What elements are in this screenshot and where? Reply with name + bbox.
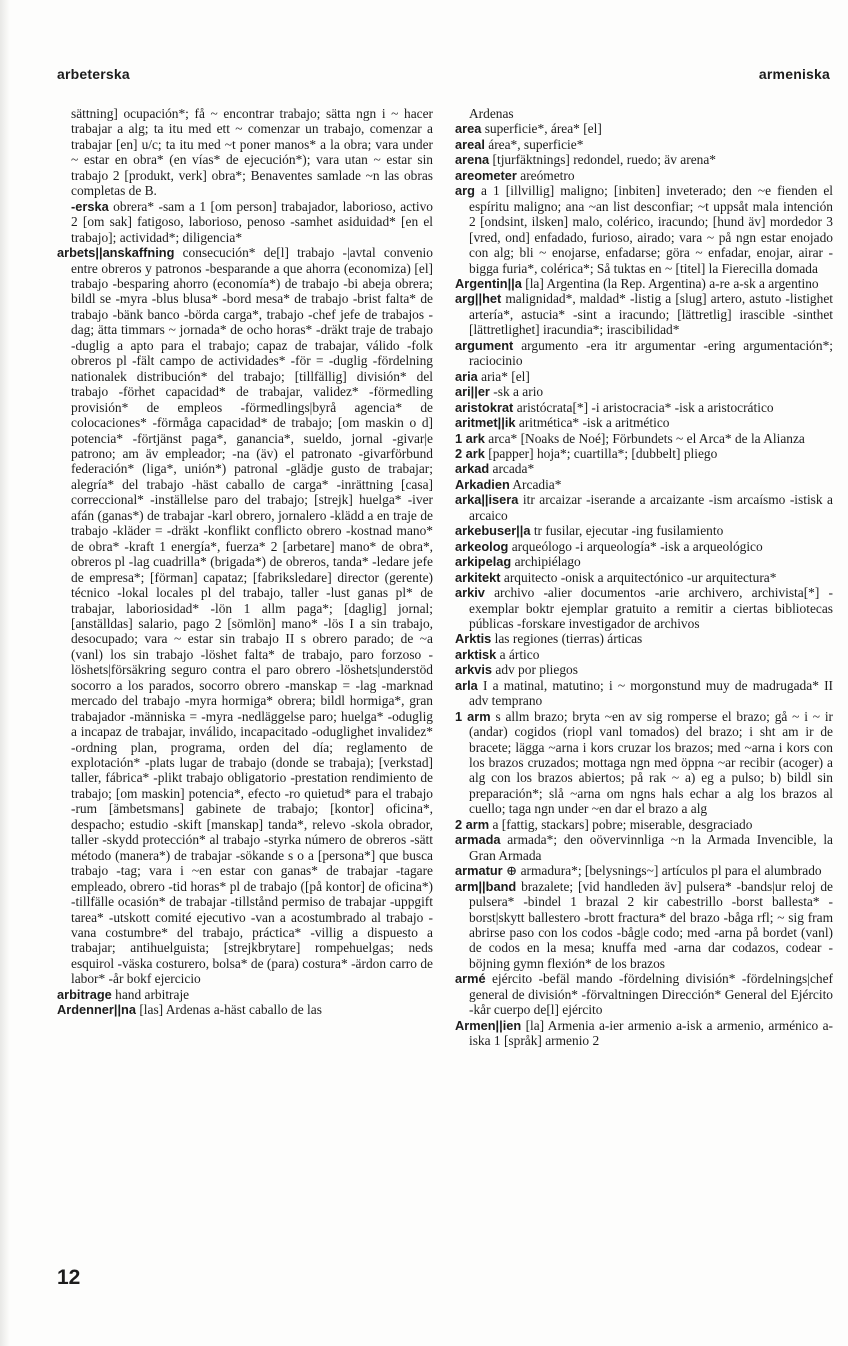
entry-definition: arca* [Noaks de Noé]; Förbundets ~ el Arca* de la Alianza: [488, 430, 805, 446]
dictionary-entry: [455, 291, 833, 337]
entry-definition: areómetro: [520, 167, 575, 183]
dictionary-entry: [455, 647, 833, 662]
entry-definition: arquitecto -onisk a arquitectónico -ur arquitectura*: [503, 569, 777, 585]
dictionary-entry: [455, 863, 833, 878]
entry-headword: Arkadien: [455, 476, 510, 492]
entry-definition: hand arbitraje: [115, 986, 190, 1002]
entry-headword: ari||er: [455, 384, 490, 400]
entry-definition: argumento -era itr argumentar -ering argumentación*; raciocinio: [469, 337, 833, 369]
dictionary-entry: [455, 585, 833, 631]
entry-definition: Arcadia*: [512, 476, 562, 492]
dictionary-entry: [455, 879, 833, 972]
entry-headword: Arktis: [455, 631, 492, 647]
left-column: [57, 106, 433, 1266]
entry-definition: consecución* de[l] trabajo -|avtal convenio entre obreros y patronos -besparande a que ahorra (economiza) [el] trabajo -besparing ahorro (economía*) de trabajo -bi abeja obrera; bildl se -myra -blus blusa* -bord mesa* de trabajo -brist falta* de trabajo -bänk banco -börda carga*, trabajo -chef jefe de trabajos -dag; ätta timmars ~ jornada* de ocho horas* -dräkt traje de trabajo -duglig a apto para el trabajo; capaz de trabajar, válido -folk obreros pl -fält campo de actividades* -för = -duglig -fördelning nationalek distribución* del trabajo; [tillfällig] división* del trabajo -förhet capacidad* de trabajar, validez* -förmedling provisión* de empleos -förmedlings|byrå agencia* de colocaciones* -förmåga capacidad* de trabajo; [om maskin o d] potencia* -förtjänst paga*, ganancia*, sueldo, jornal -givar|e patrono; am äv empleador; -na (äv) el patronato -givarförbund federación* (liga*, unión*) patronal -glädje gusto de trabajar; alegría* del trabajo -häst caballo de carga* -inrättning [casa] correccional* -inställelse paro del trabajo; [strejk] huelga* -iver afán (ganas*) de trabajar -karl obrero, jornalero -klädd a en traje de trabajo -kläder = -dräkt -konflikt conflicto obrero -kostnad mano* de obra* -kraft 1 energía*, fuerza* 2 [arbetare] mano* de obra*, obreros pl -lag cuadrilla* (brigada*) de obreros, tanda* -ledare jefe de empresa*; [förman] capataz; [fabriksledare] director (gerente) técnico -lokal locales pl del trabajo, taller -lust ganas pl* de trabajar, laboriosidad* -lön 1 allm paga*; [daglig] jornal; [anställdas] salario, pago 2 [sömlön] mano* -lös I a sin trabajo, desocupado; vara ~ estar sin trabajo II s obrero parado; de ~a (vanl) los sin trabajo -löshet falta* de trabajo, paro forzoso -löshets|försäkring seguro contra el paro obrero -löshets|understöd socorro a los parados, socorro obrero -manskap = -lag -marknad mercado del trabajo -myra hormiga* obrera; bildl hormiga*, gran trabajador -människa = -myra -nedläggelse paro; huelga* -oduglig a incapaz de trabajar, inválido, incapacitado -oduglighet invalidez* -ordning plan, programa, orden del día; reglamento de explotación* -plats lugar de trabajo (donde se trabaja); [verkstad] taller, fábrica* -plikt trabajo obligatorio -prestation rendimiento de trabajo; [om maskin] potencia*, efecto -ro quietud* para el trabajo -rum [ämbetsmans] gabinete de trabajo; [kontor] oficina*, despacho; estudio -skift [manskap] tanda*, relevo -skola obrador, taller -skydd protección* al trabajo -styrka número de obreros -sätt método (manera*) de trabajar -sökande s o a [persona*] que busca trabajo -tag; vara i ~en estar con ganas* de trabajar -tagare empleado, obrero -tid horas* pl de trabajo ([på kontor] de oficina*) -tillfälle ocasión* de trabajar -tillstånd permiso de trabajar -uppgift tarea* -utskott comité ejecutivo -van a acostumbrado al trabajo -vana costumbre* del trabajo, práctica* -villig a dispuesto a trabajar; antihuelguista; [strejkbrytare] rompehuelgas; neds esquirol -väska costurero, bolsa* de (para) costura* -ärdon carro de labor* -år bokf ejercicio: [71, 245, 433, 987]
page-edge-shadow: [0, 0, 10, 1346]
entry-definition: a 1 [illvillig] maligno; [inbiten] inveterado; den ~e fienden el espíritu maligno; ana ~an list desconfiar; ~t uppsåt mala intención 2 [ondsint, ilsken] malo, colérico, iracundo; [hund äv] mordedor 3 [vred, ond] enfadado, furioso, airado; vara ~ på ngn estar enojado con alg; bli ~ enojarse, enfadarse; göra ~ enfadar, enojar, airar -bigga furia*, colérica*; Så tuktas en ~ [titel] la Fierecilla domada: [469, 183, 833, 276]
entry-definition: [la] Armenia a-ier armenio a-isk a armenio, arménico a-iska 1 [språk] armenio 2: [469, 1017, 833, 1049]
entry-headword: aristokrat: [455, 399, 514, 415]
dictionary-entry: [455, 662, 833, 677]
entry-headword: arg||het: [455, 291, 502, 307]
page-number: 12: [57, 1266, 81, 1289]
dictionary-entry: [455, 523, 833, 538]
entry-definition: superficie*, área* [el]: [484, 121, 602, 137]
right-guide-word: armeniska: [758, 66, 830, 82]
entry-definition: adv por pliegos: [495, 662, 578, 678]
entry-definition: las regiones (tierras) árticas: [494, 631, 643, 647]
entry-headword: arbets||anskaffning: [57, 245, 175, 261]
entry-definition: [las] Ardenas a-häst caballo de las: [139, 1002, 322, 1018]
entry-headword: arbitrage: [57, 986, 112, 1002]
entry-definition: aristócrata[*] -i aristocracia* -isk a aristocrático: [516, 399, 774, 415]
dictionary-entry: [455, 137, 833, 152]
right-column: [455, 106, 833, 1266]
entry-definition: ⊕ armadura*; [belysnings~] artículos pl para el alumbrado: [506, 863, 822, 879]
dictionary-entry: [455, 276, 833, 291]
dictionary-entry: [455, 709, 833, 817]
entry-definition: sättning] ocupación*; få ~ encontrar trabajo; sätta ngn i ~ hacer trabajar a alg; ta itu med ett ~ comenzar un trabajo, comenzar a trabajar [en] u/c; ta itu med ~t poner manos* a la obra; vara under ~ estar en obra* (en vías* de ejecución*); vara utan ~ estar sin trabajo 2 [produkt, verk] obra*; Benaventes samlade ~n las obras completas de B.: [71, 106, 433, 199]
entry-definition: arqueólogo -i arqueología* -isk a arqueológico: [511, 538, 763, 554]
entry-headword: arena: [455, 152, 490, 168]
dictionary-entry: [57, 106, 433, 199]
entry-headword: aria: [455, 368, 478, 384]
entry-headword: arkvis: [455, 662, 493, 678]
entry-definition: área*, superficie*: [488, 136, 584, 152]
entry-definition: Ardenas: [469, 106, 514, 121]
dictionary-entry: [455, 431, 833, 446]
dictionary-entry: [455, 817, 833, 832]
dictionary-entry: [455, 152, 833, 167]
dictionary-entry: [455, 384, 833, 399]
entry-definition: [papper] hoja*; cuartilla*; [dubbelt] pliego: [488, 445, 718, 461]
entry-headword: area: [455, 121, 482, 137]
dictionary-entry: [455, 678, 833, 709]
entry-definition: archipiélago: [514, 554, 581, 570]
dictionary-entry: [455, 121, 833, 136]
entry-definition: obrera* -sam a 1 [om person] trabajador, laborioso, activo 2 [om sak] fatigoso, laborioso, penoso -samhet asiduidad* [en el trabajo]; actividad*; diligencia*: [71, 198, 433, 245]
entry-headword: arkeolog: [455, 538, 509, 554]
entry-headword: 2 ark: [455, 445, 485, 461]
dictionary-entry: [455, 338, 833, 369]
dictionary-entry: [57, 1002, 433, 1017]
entry-headword: 2 arm: [455, 816, 490, 832]
entry-headword: -erska: [71, 198, 109, 214]
entry-headword: aritmet||ik: [455, 415, 516, 431]
entry-headword: armé: [455, 971, 486, 987]
left-guide-word: arbeterska: [57, 66, 130, 82]
dictionary-entry: [455, 832, 833, 863]
entry-headword: arkebuser||a: [455, 523, 531, 539]
entry-headword: areometer: [455, 167, 517, 183]
dictionary-entry: [455, 369, 833, 384]
dictionary-entry: [455, 492, 833, 523]
dictionary-entry: [455, 971, 833, 1017]
entry-headword: Armen||ien: [455, 1017, 522, 1033]
dictionary-entry: [455, 461, 833, 476]
dictionary-entry: [455, 168, 833, 183]
entry-headword: arla: [455, 677, 478, 693]
entry-headword: armatur: [455, 863, 503, 879]
dictionary-entry: [455, 183, 833, 276]
entry-headword: argument: [455, 337, 514, 353]
entry-headword: 1 arm: [455, 708, 491, 724]
entry-definition: itr arcaizar -iserande a arcaizante -ism arcaísmo -istisk a arcaico: [469, 492, 833, 523]
entry-headword: arkitekt: [455, 569, 501, 585]
entry-definition: brazalete; [vid handleden äv] pulsera* -bands|ur reloj de pulsera* -bindel 1 brazal 2 kir cabestrillo -borst ballesta* -borst|skytt ballestero -brott fractura* del brazo -båga rfl; ~ sig fram abrirse paso con los codos -båg|e codo; med -arna på bordet (vanl) de codos en la mesa; knuffa med -arna dar codazos, codear -böjning gymn flexión* de los brazos: [469, 878, 833, 971]
dictionary-entry: [455, 477, 833, 492]
entry-definition: -sk a ario: [493, 384, 544, 400]
dictionary-entry: [455, 446, 833, 461]
entry-definition: I a matinal, matutino; i ~ morgonstund muy de madrugada* II adv temprano: [469, 677, 833, 709]
entry-headword: armada: [455, 832, 501, 848]
entry-definition: s allm brazo; bryta ~en av sig romperse el brazo; gå ~ i ~ ir (andar) cogidos (riopl vanl tomados) del brazo; i sht am ir de bracete; lägga ~arna i kors cruzar los brazos; med ~arna i kors con los brazos cruzados; mottaga ngn med öppna ~ar recibir (acoger) a alg con los brazos abiertos; på rak ~ a) eg a pulso; b) bildl sin preparación*; slå ~arna om ngns hals echar a alg los brazos al cuello; taga ngn under ~en dar el brazo a alg: [469, 708, 833, 817]
entry-headword: areal: [455, 136, 485, 152]
entry-definition: armada*; den oövervinnliga ~n la Armada Invencible, la Gran Armada: [469, 832, 833, 863]
entry-headword: arkad: [455, 461, 490, 477]
dictionary-entry: [57, 987, 433, 1002]
entry-headword: 1 ark: [455, 430, 485, 446]
dictionary-entry: [455, 554, 833, 569]
entry-definition: a [fattig, stackars] pobre; miserable, desgraciado: [492, 816, 753, 832]
entry-headword: Argentin||a: [455, 275, 522, 291]
entry-headword: arkipelag: [455, 554, 512, 570]
dictionary-entry: [455, 570, 833, 585]
entry-definition: malignidad*, maldad* -listig a [slug] artero, astuto -listighet artería*, astucia* -sint a iracundo; [lättretlig] irascible -sinthet [lättretlighet] iracundia*; irascibilidad*: [469, 291, 833, 338]
entry-definition: aria* [el]: [481, 368, 530, 384]
dictionary-entry: [455, 1018, 833, 1049]
dictionary-entry: [455, 631, 833, 646]
dictionary-entry: [57, 245, 433, 987]
entry-headword: arg: [455, 183, 475, 199]
dictionary-entry: [455, 400, 833, 415]
entry-headword: Ardenner||na: [57, 1002, 136, 1018]
entry-definition: archivo -alier documentos -arie archivero, archivista[*] -exemplar boktr ejemplar gratuito a remitir a ciertas bibliotecas públicas -forskare investigador de archivos: [469, 585, 833, 631]
entry-definition: tr fusilar, ejecutar -ing fusilamiento: [533, 523, 724, 539]
dictionary-entry: [455, 539, 833, 554]
entry-definition: a ártico: [499, 646, 540, 662]
dictionary-entry: [57, 199, 433, 245]
entry-headword: arm||band: [455, 878, 517, 894]
entry-headword: arka||isera: [455, 492, 519, 508]
entry-headword: arkiv: [455, 585, 485, 601]
dictionary-entry: [455, 106, 833, 121]
entry-definition: [tjurfäktnings] redondel, ruedo; äv arena*: [492, 152, 716, 168]
entry-headword: arktisk: [455, 646, 497, 662]
entry-definition: ejército -befäl mando -fördelning división* -fördelnings|chef general de división* -förvaltningen Dirección* General del Ejército -kår cuerpo de[l] ejército: [469, 971, 833, 1018]
entry-definition: arcada*: [492, 461, 535, 477]
entry-definition: aritmética* -isk a aritmético: [518, 415, 670, 431]
dictionary-entry: [455, 415, 833, 430]
entry-definition: [la] Argentina (la Rep. Argentina) a-re a-sk a argentino: [525, 275, 819, 291]
